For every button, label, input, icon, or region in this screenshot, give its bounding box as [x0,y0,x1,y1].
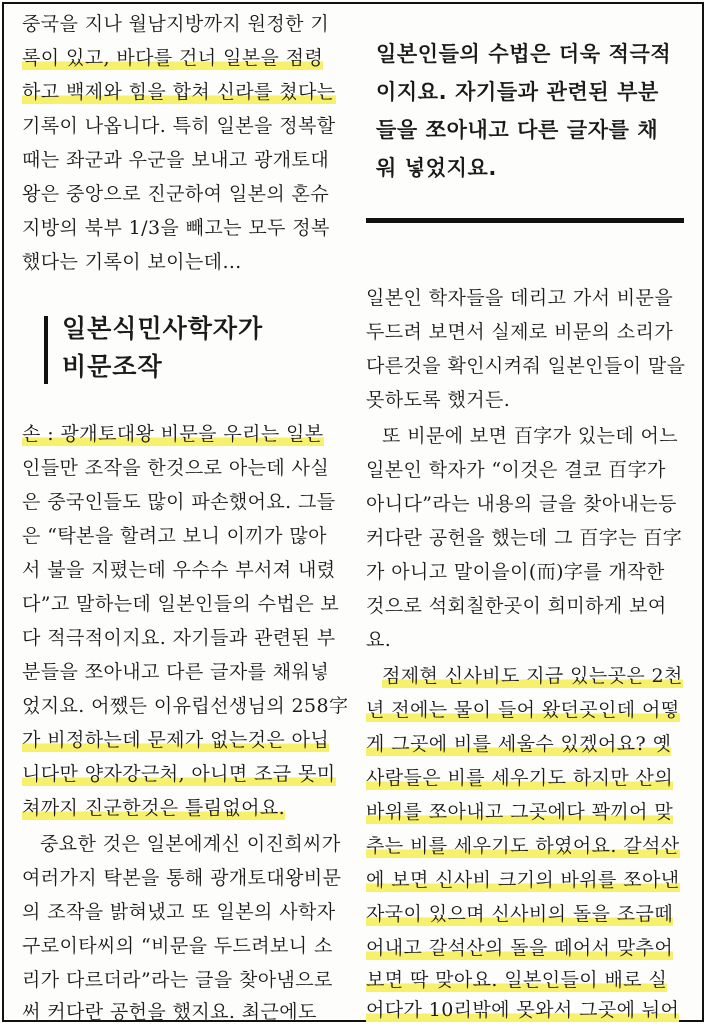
text-line: 지방의 북부 1/3을 빼고는 모두 정복 [22,217,330,239]
pull-quote-line: 들을 쪼아내고 다른 글자를 채 [376,118,659,142]
pull-quote-line: 워 넣었지요. [376,156,497,180]
text-line: 여러가지 탁본을 통해 광개토대왕비문 [22,867,342,889]
text-line: 못하도록 했거든. [366,389,511,411]
text-line: 써 커다란 공헌을 했지요. 최근에도 [22,1001,317,1023]
text-line: 점제현 신사비도 지금 있는곳은 2천 [382,662,683,690]
text-line: 록이 있고, 바다를 건너 일본을 점령 [22,44,323,72]
text-line: 에 보면 신사비 크기의 바위를 쪼아낸 [366,866,680,894]
text-line: 니다만 양자강근처, 아니면 조금 못미 [22,760,336,788]
text-line: 년 전에는 물이 들어 왔던곳인데 어떻 [366,696,680,724]
text-line: 왕은 중앙으로 진군하여 일본의 혼슈 [22,183,330,205]
text-line: 두드려 보면서 실제로 비문의 소리가 [366,321,674,343]
text-line: 중국을 지나 월남지방까지 원정한 기 [22,13,330,35]
text-line: 어다가 10리밖에 못와서 그곳에 눠어 [366,996,679,1024]
text-line: 중요한 것은 일본에계신 이진희씨가 [40,833,341,855]
text-line: 리가 다르더라”라는 글을 찾아냄으로 [22,969,333,991]
text-line: 서 불을 지폈는데 우수수 부서져 내렸 [22,559,336,581]
text-line: 또 비문에 보면 百字가 있는데 어느 [382,425,679,447]
text-line: 다른것을 확인시켜줘 일본인들이 말을 [366,355,686,377]
text-line: 다 적극적이지요. 자기들과 관련된 부 [22,627,336,649]
text-line: 보면 딱 맞아요. 일본인들이 배로 실 [366,966,667,994]
text-line: 구로이타씨의 “비문을 두드려보니 소 [22,935,333,957]
text-line: 의 조작을 밝혀냈고 또 일본의 사학자 [22,901,336,923]
text-line: 자국이 있으며 신사비의 돌을 조금떼 [366,900,673,928]
section-heading: 일본식민사학자가 [62,314,264,343]
pull-quote-rule [366,218,684,223]
text-line: 인들만 조작을 한것으로 아는데 사실 [22,457,330,479]
text-line: 것으로 석회칠한곳이 희미하게 보여 [366,595,667,617]
text-line: 가 아니고 말이을이(而)字를 개작한 [366,561,665,583]
pull-quote-line: 이지요. 자기들과 관련된 부분 [376,80,659,104]
text-line: 하고 백제와 힘을 합쳐 신라를 쳤다는 [22,78,336,106]
text-line: 어내고 갈석산의 돌을 떼어서 맞추어 [366,934,673,962]
text-line: 은 중국인들도 많이 파손했어요. 그들 [22,491,336,513]
text-line: 기록이 나옵니다. 특히 일본을 정복할 [22,115,336,137]
text-line: 손 : 광개토대왕 비문을 우리는 일본 [22,420,324,448]
text-line: 은 “탁본을 할려고 보니 이끼가 많아 [22,525,327,547]
text-line: 일본인 학자가 “이것은 결코 百字가 [366,459,666,481]
text-line: 했다는 기록이 보이는데… [22,251,242,273]
text-line: 요. [366,629,392,651]
text-line: 사람들은 비를 세우기도 하지만 산의 [366,764,673,792]
heading-bar [44,316,48,384]
pull-quote-line: 일본인들의 수법은 더욱 적극적 [376,42,672,66]
text-line: 다”고 말하는데 일본인들의 수법은 보 [22,593,340,615]
text-line: 쳐까지 진군한것은 틀림없어요. [22,794,285,822]
text-line: 커다란 공헌을 했는데 그 百字는 百字 [366,527,683,549]
text-line: 게 그곳에 비를 세울수 있겠어요? 옛 [366,730,671,758]
text-line: 일본인 학자들을 데리고 가서 비문을 [366,287,674,309]
text-line: 때는 좌군과 우군을 보내고 광개토대 [22,149,330,171]
text-line: 분들을 쪼아내고 다른 글자를 채워넣 [22,661,330,683]
text-line: 바위를 쪼아내고 그곳에다 꽉끼어 맞 [366,798,673,826]
text-line: 아니다”라는 내용의 글을 찾아내는등 [366,493,677,515]
text-line: 추는 비를 세우기도 하였어요. 갈석산 [366,832,680,860]
text-line: 가 비정하는데 문제가 없는것은 아닙 [22,726,329,754]
section-heading: 비문조작 [62,352,163,381]
document-page [2,2,704,1022]
text-line: 었지요. 어쨌든 이유립선생님의 258字 [22,695,349,717]
